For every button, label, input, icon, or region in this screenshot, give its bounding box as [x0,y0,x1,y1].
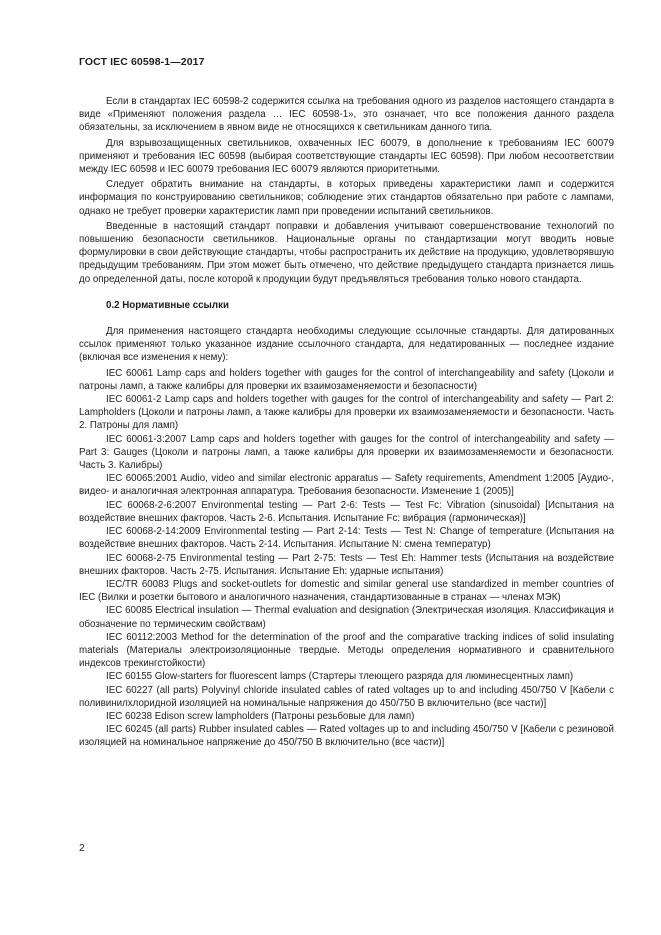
page-content [79,95,614,750]
document-header: ГОСТ IEC 60598-1—2017 [79,56,205,68]
reference-list [79,367,614,750]
reference-item: IEC/TR 60083 Plugs and socket-outlets for domestic and similar general use standardized in member countries of IEC (Вилки и розетки бытового и аналогичного назначения, стандартизованные в странах — членах МЭК) [79,578,614,604]
intro-section [79,95,614,286]
reference-item: IEC 60068-2-75 Environmental testing — Part 2-75: Tests — Test Eh: Hammer tests (Испытания на воздействие внешних факторов. Часть 2-75. Испытания. Испытание Eh: ударные испытания) [79,552,614,577]
intro-paragraph: Введенные в настоящий стандарт поправки и добавления учитывают совершенствование технологий по повышению безопасности светильников. Национальные органы по стандартизации могут вводить новые формулировки в свои действующие стандарты, чтобы распространить их действие на продукцию, удовлетворявшую предыдущим требованиям. При этом может быть отмечено, что действие предыдущего стандарта признается лишь до определенной даты, после которой к продукции будут предъявляться требования только нового стандарта. [79,220,614,285]
reference-item: IEC 60061 Lamp caps and holders together with gauges for the control of interchangeability and safety (Цоколи и патроны ламп, а также калибры для проверки их взаимозаменяемости и безопасности) [79,367,614,392]
reference-item: IEC 60155 Glow-starters for fluorescent lamps (Стартеры тлеющего разряда для люминесцентных ламп) [106,671,574,683]
section-title: 0.2 Нормативные ссылки [106,299,229,311]
section-intro: Для применения настоящего стандарта необходимы следующие ссылочные стандарты. Для датированных ссылок применяют только указанное издание ссылочного стандарта, для недатированных — последнее издание (включая все изменения к нему): [79,326,614,364]
page-number: 2 [79,842,85,854]
intro-paragraph: Для взрывозащищенных светильников, охваченных IEC 60079, в дополнение к требованиям IEC 60079 применяют и требования IEC 60598 (выбирая соответствующие стандарты IEC 60598). При любом несоответствии между IEC 60598 и IEC 60079 требования IEC 60079 являются приоритетными. [79,137,614,176]
reference-item: IEC 60068-2-14:2009 Environmental testing — Part 2-14: Tests — Test N: Change of temperature (Испытания на воздействие внешних факторов. Часть 2-14. Испытания. Испытание N: смена температур) [79,526,614,551]
reference-item: IEC 60061-3:2007 Lamp caps and holders together with gauges for the control of interchangeability and safety — Part 3: Gauges (Цоколи и патроны ламп, а также калибры для проверки их взаимозаменяемости и безопасности. Часть 3. Калибры) [79,433,614,472]
reference-item: IEC 60065:2001 Audio, video and similar electronic apparatus — Safety requirements, Amendment 1:2005 [Аудио-, видео- и аналогичная электронная аппаратура. Требования безопасности. Изменение 1 (2005)] [79,473,614,498]
reference-item: IEC 60068-2-6:2007 Environmental testing — Part 2-6: Tests — Test Fc: Vibration (sinusoidal) [Испытания на воздействие внешних факторов. Часть 2-6. Испытания. Испытание Fc: вибрация (гармоническая)] [79,499,614,524]
reference-item: IEC 60112:2003 Method for the determination of the proof and the comparative tracking indices of solid insulating materials (Материалы электроизоляционные твердые. Методы определения нормативного и сравнительного индексов трекингстойкости) [79,631,614,670]
intro-paragraph: Если в стандартах IEC 60598-2 содержится ссылка на требования одного из разделов настоящего стандарта в виде «Применяют положения раздела … IEC 60598-1», это означает, что все положения данного раздела обязательны, за исключением в явном виде не относящихся к светильникам данного типа. [79,96,614,134]
reference-item: IEC 60238 Edison screw lampholders (Патроны резьбовые для ламп) [106,710,415,722]
reference-item: IEC 60245 (all parts) Rubber insulated cables — Rated voltages up to and including 450/750 V [Кабели с резиновой изоляцией на номинальное напряжение до 450/750 В включительно (все части)] [79,724,614,749]
reference-item: IEC 60085 Electrical insulation — Thermal evaluation and designation (Электрическая изоляция. Классификация и обозначение по термическим свойствам) [79,605,614,630]
reference-item: IEC 60227 (all parts) Polyvinyl chloride insulated cables of rated voltages up to and including 450/750 V [Кабели с поливинилхлоридной изоляцией на номинальные напряжения до 450/750 В включительно (все части)] [79,684,614,709]
intro-paragraph: Следует обратить внимание на стандарты, в которых приведены характеристики ламп и содержится информация по конструированию светильников; соблюдение этих стандартов обязательно при работе с лампами, однако не требует проверки характеристик ламп при проведении испытаний светильников. [79,179,614,217]
reference-item: IEC 60061-2 Lamp caps and holders together with gauges for the control of interchangeability and safety — Part 2: Lampholders (Цоколи и патроны ламп, а также калибры для проверки их взаимозаменяемости и безопасности. Часть 2. Патроны для ламп) [79,394,614,432]
